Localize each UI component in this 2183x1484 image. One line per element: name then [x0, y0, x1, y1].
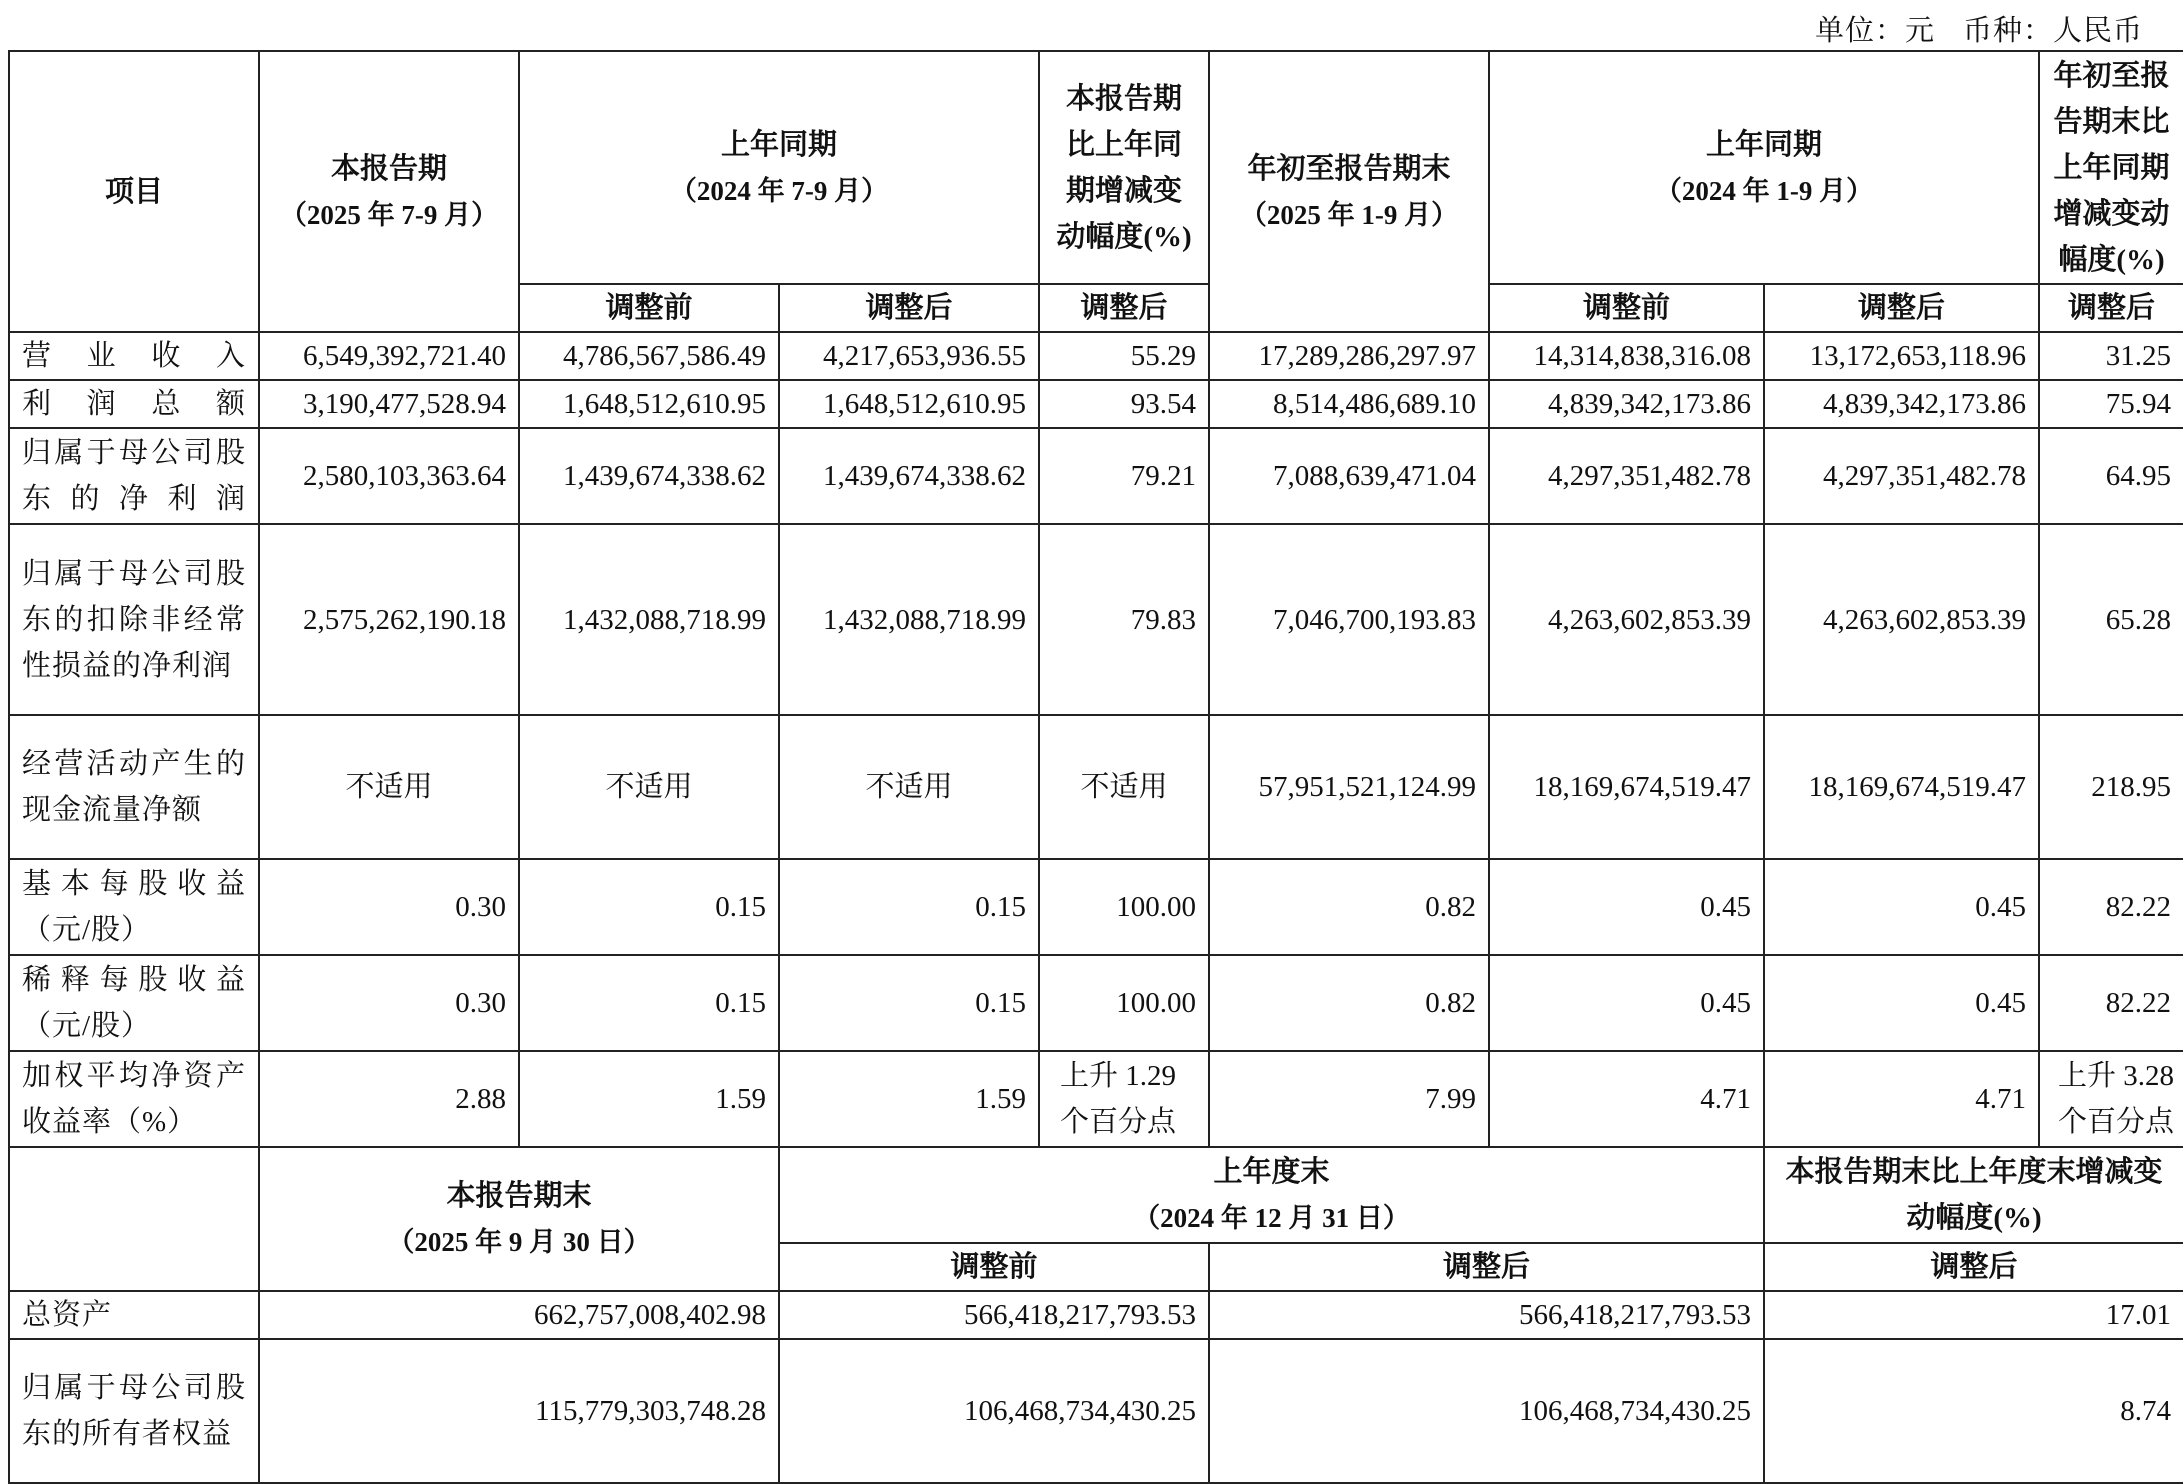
header-ytd-range: （2025 年 1-9 月）: [1239, 199, 1459, 230]
table-row: [9, 955, 2183, 1051]
header-prior-ytd-title: 上年同期: [1705, 128, 1822, 161]
cell-current: 0.30: [259, 955, 519, 1051]
header-ytd: [1209, 51, 1489, 332]
cell-prior-after: 0.15: [779, 859, 1039, 955]
cell-change: 不适用: [1039, 715, 1209, 859]
cell-prior-ytd-after: 0.45: [1764, 955, 2039, 1051]
header-prior-before-adj: 调整前: [519, 284, 779, 332]
cell-prior-ytd-before: 4.71: [1489, 1051, 1764, 1147]
cell-prior-year-end-after: 106,468,734,430.25: [1209, 1339, 1764, 1483]
cell-prior-year-end-before: 566,418,217,793.53: [779, 1291, 1209, 1339]
table-row: [9, 715, 2183, 859]
unit-label: 单位：元: [1814, 15, 1935, 47]
row-label: 稀释每股收益（元/股）: [9, 955, 259, 1051]
cell-current: 不适用: [259, 715, 519, 859]
header-change-after-adj: 调整后: [1039, 284, 1209, 332]
row-label: 加权平均净资产收益率（%）: [9, 1051, 259, 1147]
cell-prior-ytd-after: 0.45: [1764, 859, 2039, 955]
cell-prior-ytd-after: 4.71: [1764, 1051, 2039, 1147]
cell-current: 6,549,392,721.40: [259, 332, 519, 380]
header-item: 项目: [9, 51, 259, 332]
table-row: [9, 1339, 2183, 1483]
bs-header-prior-year-end-title: 上年度末: [1213, 1156, 1330, 1188]
cell-prior-year-end-before: 106,468,734,430.25: [779, 1339, 1209, 1483]
header-current-period: [259, 51, 519, 332]
cell-ytd: 8,514,486,689.10: [1209, 380, 1489, 428]
cell-prior-after: 1,439,674,338.62: [779, 428, 1039, 524]
cell-current: 2,580,103,363.64: [259, 428, 519, 524]
cell-prior-before: 0.15: [519, 859, 779, 955]
cell-prior-ytd-before: 0.45: [1489, 955, 1764, 1051]
cell-bs-change: 8.74: [1764, 1339, 2183, 1483]
bs-header-before-adj: 调整前: [779, 1243, 1209, 1291]
cell-ytd-change: 31.25: [2039, 332, 2183, 380]
cell-ytd: 7.99: [1209, 1051, 1489, 1147]
header-prior-after-adj: 调整后: [779, 284, 1039, 332]
header-current-title: 本报告期: [330, 152, 447, 185]
cell-change: 100.00: [1039, 955, 1209, 1051]
cell-prior-ytd-after: 4,263,602,853.39: [1764, 524, 2039, 715]
cell-prior-ytd-after: 4,297,351,482.78: [1764, 428, 2039, 524]
cell-ytd: 7,046,700,193.83: [1209, 524, 1489, 715]
bs-header-period-end: [259, 1147, 779, 1291]
unit-note: [1787, 8, 2143, 49]
header-ytd-change: 年初至报告期末比上年同期增减变动幅度(%): [2039, 51, 2183, 284]
cell-bs-change: 17.01: [1764, 1291, 2183, 1339]
row-label: 经营活动产生的现金流量净额: [9, 715, 259, 859]
cell-ytd-change: 上升 3.28 个百分点: [2039, 1051, 2183, 1147]
cell-current: 2,575,262,190.18: [259, 524, 519, 715]
bs-header-prior-year-end-range: （2024 年 12 月 31 日）: [1133, 1203, 1410, 1233]
cell-ytd-change: 65.28: [2039, 524, 2183, 715]
cell-prior-after: 1,648,512,610.95: [779, 380, 1039, 428]
table-row: [9, 428, 2183, 524]
financial-data-table: [8, 50, 2183, 1484]
cell-change: 100.00: [1039, 859, 1209, 955]
cell-prior-before: 1,648,512,610.95: [519, 380, 779, 428]
cell-current: 2.88: [259, 1051, 519, 1147]
row-label: 总资产: [9, 1291, 259, 1339]
cell-prior-ytd-before: 4,297,351,482.78: [1489, 428, 1764, 524]
cell-prior-after: 1,432,088,718.99: [779, 524, 1039, 715]
cell-prior-after: 0.15: [779, 955, 1039, 1051]
row-label: 归属于母公司股东的净利润: [9, 428, 259, 524]
cell-prior-before: 1.59: [519, 1051, 779, 1147]
cell-prior-ytd-before: 18,169,674,519.47: [1489, 715, 1764, 859]
cell-current: 0.30: [259, 859, 519, 955]
cell-prior-ytd-before: 4,263,602,853.39: [1489, 524, 1764, 715]
header-prior-ytd-after-adj: 调整后: [1764, 284, 2039, 332]
cell-ytd-change: 75.94: [2039, 380, 2183, 428]
header-prior-ytd: [1489, 51, 2039, 284]
header-prior-range: （2024 年 7-9 月）: [669, 175, 889, 206]
cell-change: 79.83: [1039, 524, 1209, 715]
cell-ytd: 0.82: [1209, 955, 1489, 1051]
cell-ytd: 17,289,286,297.97: [1209, 332, 1489, 380]
cell-prior-ytd-after: 4,839,342,173.86: [1764, 380, 2039, 428]
row-label: 归属于母公司股东的扣除非经常性损益的净利润: [9, 524, 259, 715]
cell-prior-before: 0.15: [519, 955, 779, 1051]
table-row: [9, 380, 2183, 428]
bs-header-period-end-range: （2025 年 9 月 30 日）: [387, 1227, 651, 1257]
cell-prior-ytd-before: 0.45: [1489, 859, 1764, 955]
header-prior-period: [519, 51, 1039, 284]
cell-prior-before: 4,786,567,586.49: [519, 332, 779, 380]
cell-ytd: 7,088,639,471.04: [1209, 428, 1489, 524]
cell-change: 79.21: [1039, 428, 1209, 524]
header-prior-ytd-before-adj: 调整前: [1489, 284, 1764, 332]
cell-ytd: 57,951,521,124.99: [1209, 715, 1489, 859]
cell-prior-before: 1,439,674,338.62: [519, 428, 779, 524]
cell-ytd-change: 82.22: [2039, 859, 2183, 955]
cell-prior-after: 4,217,653,936.55: [779, 332, 1039, 380]
header-ytd-change-after-adj: 调整后: [2039, 284, 2183, 332]
table-row: [9, 1051, 2183, 1147]
row-label: 利润总额: [9, 380, 259, 428]
cell-current: 3,190,477,528.94: [259, 380, 519, 428]
cell-prior-after: 不适用: [779, 715, 1039, 859]
cell-ytd-change: 64.95: [2039, 428, 2183, 524]
cell-prior-ytd-before: 4,839,342,173.86: [1489, 380, 1764, 428]
cell-period-end: 115,779,303,748.28: [259, 1339, 779, 1483]
cell-prior-before: 1,432,088,718.99: [519, 524, 779, 715]
bs-header-period-end-title: 本报告期末: [446, 1180, 592, 1212]
cell-prior-ytd-after: 18,169,674,519.47: [1764, 715, 2039, 859]
cell-prior-before: 不适用: [519, 715, 779, 859]
cell-ytd-change: 218.95: [2039, 715, 2183, 859]
row-label: 营业收入: [9, 332, 259, 380]
header-prior-ytd-range: （2024 年 1-9 月）: [1654, 175, 1874, 206]
cell-change: 93.54: [1039, 380, 1209, 428]
table-row: [9, 524, 2183, 715]
bs-header-prior-year-end: [779, 1147, 1764, 1243]
cell-change: 上升 1.29 个百分点: [1039, 1051, 1209, 1147]
row-label: 基本每股收益（元/股）: [9, 859, 259, 955]
bs-header-change: 本报告期末比上年度末增减变动幅度(%): [1764, 1147, 2183, 1243]
bs-header-after-adj: 调整后: [1209, 1243, 1764, 1291]
header-change: 本报告期比上年同期增减变动幅度(%): [1039, 51, 1209, 284]
table-row: [9, 859, 2183, 955]
currency-label: 币种：人民币: [1962, 15, 2143, 47]
table-row: [9, 1291, 2183, 1339]
cell-period-end: 662,757,008,402.98: [259, 1291, 779, 1339]
header-prior-title: 上年同期: [720, 128, 837, 161]
cell-ytd-change: 82.22: [2039, 955, 2183, 1051]
bs-header-change-after-adj: 调整后: [1764, 1243, 2183, 1291]
header-ytd-title: 年初至报告期末: [1247, 152, 1451, 185]
table-row: [9, 332, 2183, 380]
cell-prior-ytd-before: 14,314,838,316.08: [1489, 332, 1764, 380]
cell-change: 55.29: [1039, 332, 1209, 380]
header-current-range: （2025 年 7-9 月）: [279, 199, 499, 230]
row-label: 归属于母公司股东的所有者权益: [9, 1339, 259, 1483]
bs-header-blank: [9, 1147, 259, 1291]
cell-prior-after: 1.59: [779, 1051, 1039, 1147]
cell-prior-ytd-after: 13,172,653,118.96: [1764, 332, 2039, 380]
cell-ytd: 0.82: [1209, 859, 1489, 955]
cell-prior-year-end-after: 566,418,217,793.53: [1209, 1291, 1764, 1339]
